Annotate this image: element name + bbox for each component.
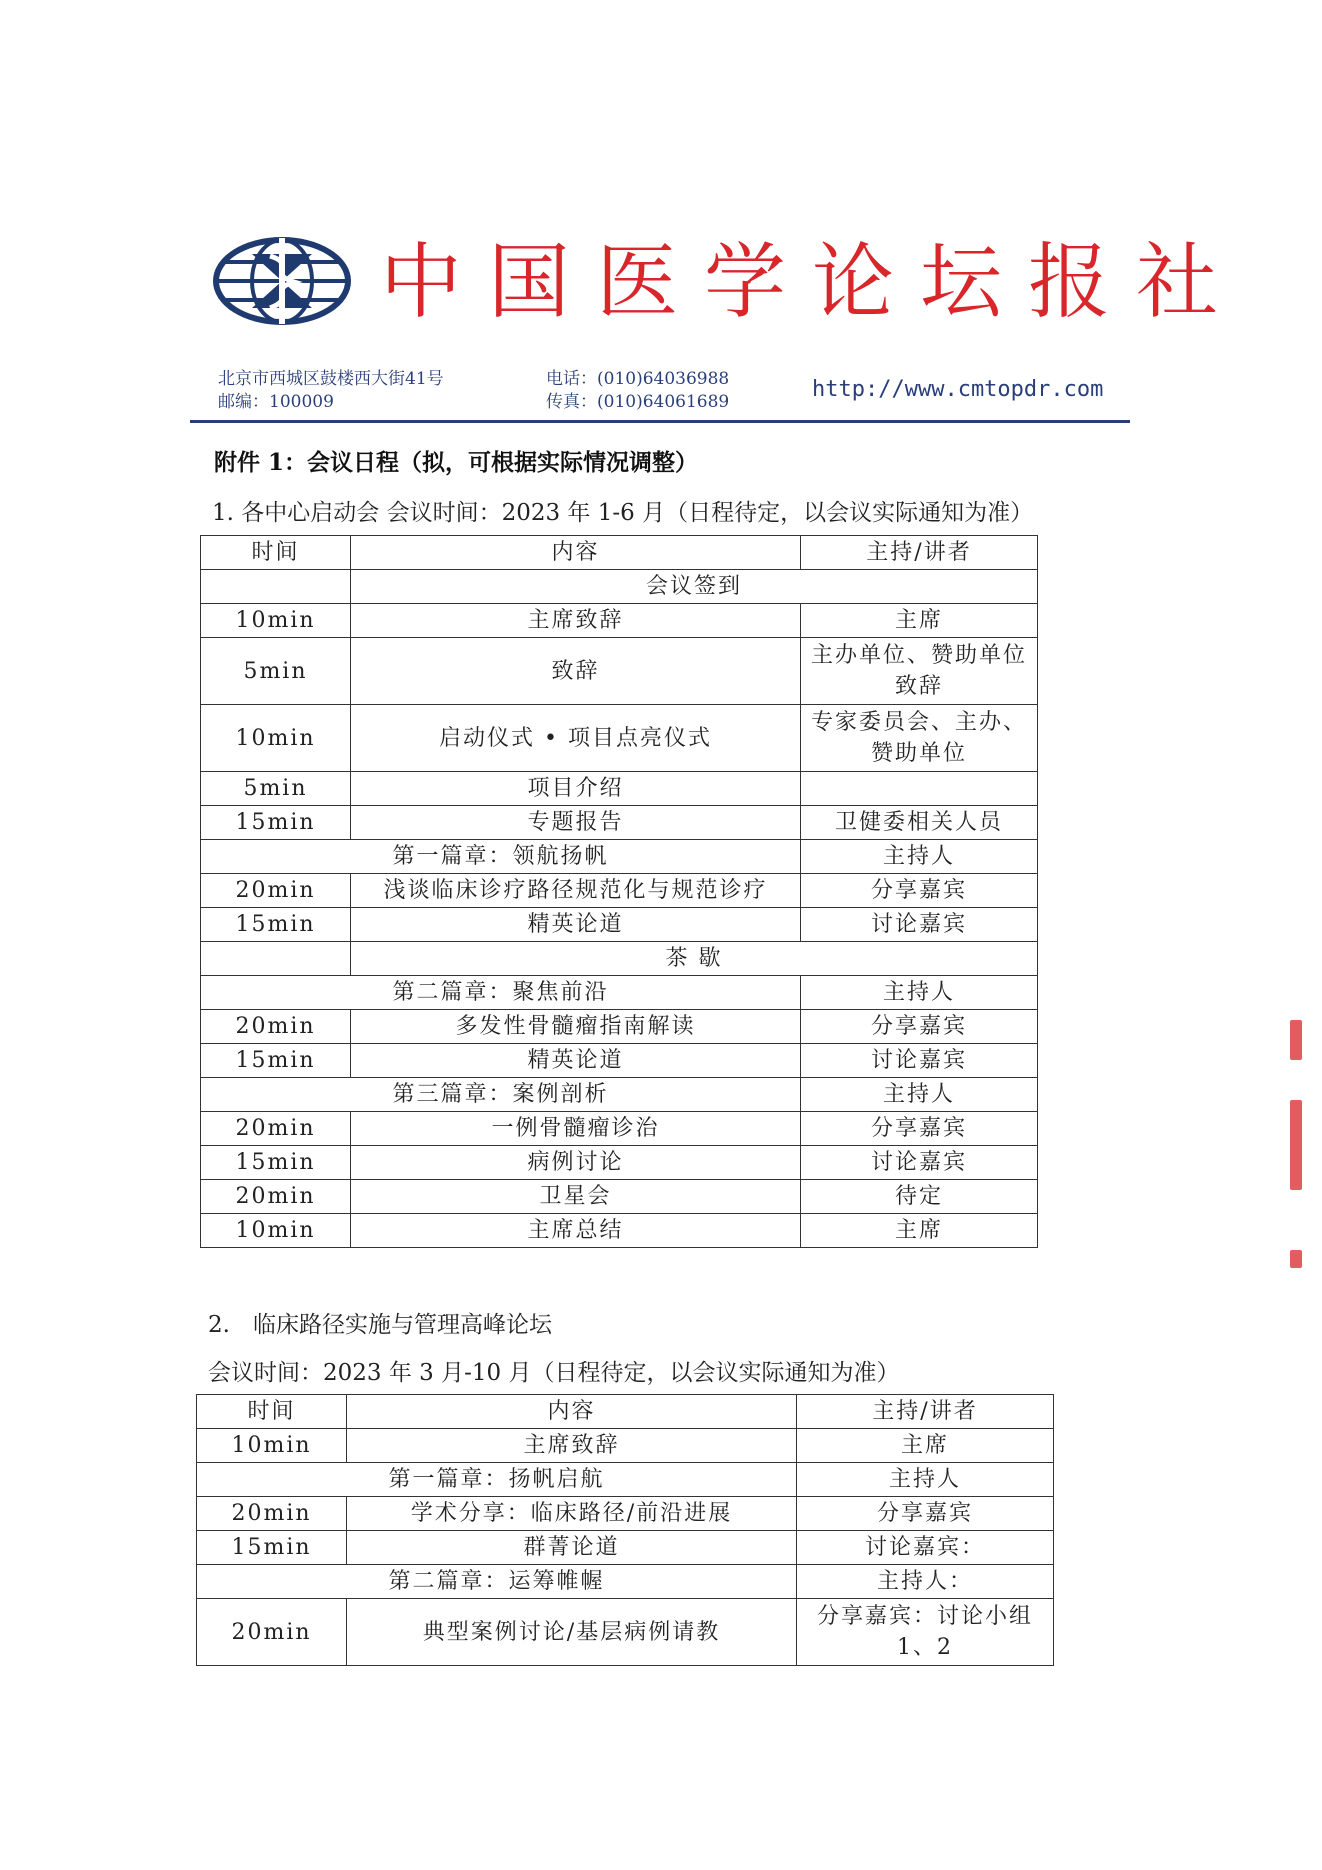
speaker-cell: 主持人: [801, 976, 1038, 1010]
table-row: [201, 1010, 1038, 1044]
speaker-cell: 分享嘉宾: [801, 874, 1038, 908]
time-cell: 20min: [201, 1010, 351, 1044]
agenda-table-2: [196, 1394, 1054, 1666]
speaker-cell: 主席: [801, 604, 1038, 638]
table-row: [197, 1429, 1054, 1463]
red-seal-edge: [1290, 1020, 1302, 1060]
table-row: [201, 840, 1038, 874]
content-cell: 学术分享：临床路径/前沿进展: [347, 1497, 797, 1531]
chapter-cell: 第一篇章：扬帆启航: [197, 1463, 797, 1497]
content-cell: 群菁论道: [347, 1531, 797, 1565]
table-row: [201, 806, 1038, 840]
time-cell: 5min: [201, 772, 351, 806]
speaker-cell: 主办单位、赞助单位致辞: [801, 638, 1038, 705]
speaker-cell: 分享嘉宾: [801, 1112, 1038, 1146]
chapter-cell: 第三篇章：案例剖析: [201, 1078, 801, 1112]
table-row: [201, 1214, 1038, 1248]
table-row: [197, 1463, 1054, 1497]
agenda-table-1: [200, 535, 1038, 1248]
table-row: [201, 1180, 1038, 1214]
time-cell: 20min: [201, 1180, 351, 1214]
content-cell: 主席致辞: [351, 604, 801, 638]
chapter-cell: 第一篇章：领航扬帆: [201, 840, 801, 874]
speaker-cell: 主持人: [801, 1078, 1038, 1112]
speaker-cell: 主席: [797, 1429, 1054, 1463]
table-row: [201, 908, 1038, 942]
chapter-cell: 第二篇章：运筹帷幄: [197, 1565, 797, 1599]
table-row: [197, 1497, 1054, 1531]
speaker-header: 主持/讲者: [801, 536, 1038, 570]
speaker-cell: 待定: [801, 1180, 1038, 1214]
speaker-header: 主持/讲者: [797, 1395, 1054, 1429]
content-cell: 卫星会: [351, 1180, 801, 1214]
table-row: [201, 772, 1038, 806]
content-cell: 主席致辞: [347, 1429, 797, 1463]
content-cell: 浅谈临床诊疗路径规范化与规范诊疗: [351, 874, 801, 908]
table-row: [201, 1146, 1038, 1180]
content-cell: 精英论道: [351, 1044, 801, 1078]
content-cell: 多发性骨髓瘤指南解读: [351, 1010, 801, 1044]
section2-title: 2. 临床路径实施与管理高峰论坛: [208, 1312, 552, 1338]
time-cell: 10min: [197, 1429, 347, 1463]
red-seal-edge: [1290, 1250, 1302, 1268]
address: 北京市西城区鼓楼西大街41号: [218, 369, 444, 389]
attachment-title: 附件 1：会议日程（拟，可根据实际情况调整）: [214, 449, 699, 476]
header-address-block: [218, 368, 444, 414]
content-header: 内容: [351, 536, 801, 570]
speaker-cell: 讨论嘉宾: [801, 908, 1038, 942]
time-cell: 15min: [201, 908, 351, 942]
time-cell: 10min: [201, 1214, 351, 1248]
content-header: 内容: [347, 1395, 797, 1429]
table-row: [201, 874, 1038, 908]
content-cell: 致辞: [351, 638, 801, 705]
phone: 电话：(010)64036988: [546, 369, 730, 389]
empty-cell: [201, 570, 351, 604]
time-cell: 20min: [201, 874, 351, 908]
table-row: [201, 638, 1038, 705]
table-row: [201, 976, 1038, 1010]
speaker-cell: 讨论嘉宾: [801, 1044, 1038, 1078]
red-seal-edge: [1290, 1100, 1302, 1190]
speaker-cell: 主持人: [801, 840, 1038, 874]
table-row: [197, 1599, 1054, 1666]
time-cell: 10min: [201, 604, 351, 638]
table-row: [201, 942, 1038, 976]
content-cell: 茶 歇: [351, 942, 1038, 976]
table-header-row: [197, 1395, 1054, 1429]
content-cell: 病例讨论: [351, 1146, 801, 1180]
speaker-cell: 讨论嘉宾：: [797, 1531, 1054, 1565]
globe-caduceus-logo-icon: [212, 236, 352, 326]
time-header: 时间: [197, 1395, 347, 1429]
content-cell: 会议签到: [351, 570, 1038, 604]
header-divider: [190, 420, 1130, 423]
speaker-cell: 专家委员会、主办、赞助单位: [801, 705, 1038, 772]
time-cell: 20min: [197, 1497, 347, 1531]
time-header: 时间: [201, 536, 351, 570]
table-header-row: [201, 536, 1038, 570]
table-row: [201, 1112, 1038, 1146]
content-cell: 主席总结: [351, 1214, 801, 1248]
speaker-cell: 卫健委相关人员: [801, 806, 1038, 840]
chapter-cell: 第二篇章：聚焦前沿: [201, 976, 801, 1010]
org-name: 中国医学论坛报社: [380, 235, 1245, 330]
speaker-cell: 讨论嘉宾: [801, 1146, 1038, 1180]
table-row: [201, 1078, 1038, 1112]
content-cell: 精英论道: [351, 908, 801, 942]
table-row: [197, 1565, 1054, 1599]
speaker-cell: 分享嘉宾: [801, 1010, 1038, 1044]
speaker-cell: [801, 772, 1038, 806]
website-link[interactable]: http://www.cmtopdr.com: [812, 377, 1104, 402]
section2-time: 会议时间：2023 年 3 月-10 月（日程待定，以会议实际通知为准）: [208, 1360, 900, 1386]
header-contact-block: [546, 368, 729, 414]
content-cell: 启动仪式 • 项目点亮仪式: [351, 705, 801, 772]
time-cell: 15min: [201, 1044, 351, 1078]
postcode: 邮编：100009: [218, 392, 334, 412]
speaker-cell: 分享嘉宾: [797, 1497, 1054, 1531]
time-cell: 15min: [197, 1531, 347, 1565]
table-row: [197, 1531, 1054, 1565]
content-cell: 项目介绍: [351, 772, 801, 806]
table-row: [201, 705, 1038, 772]
speaker-cell: 主持人: [797, 1463, 1054, 1497]
time-cell: 5min: [201, 638, 351, 705]
time-cell: 10min: [201, 705, 351, 772]
table-row: [201, 570, 1038, 604]
content-cell: 一例骨髓瘤诊治: [351, 1112, 801, 1146]
speaker-cell: 分享嘉宾：讨论小组 1、2: [797, 1599, 1054, 1666]
content-cell: 典型案例讨论/基层病例请教: [347, 1599, 797, 1666]
empty-cell: [201, 942, 351, 976]
time-cell: 20min: [201, 1112, 351, 1146]
speaker-cell: 主持人：: [797, 1565, 1054, 1599]
table-row: [201, 1044, 1038, 1078]
content-cell: 专题报告: [351, 806, 801, 840]
table-row: [201, 604, 1038, 638]
section1-title: 1. 各中心启动会 会议时间：2023 年 1-6 月（日程待定，以会议实际通知为准）: [212, 500, 1034, 526]
time-cell: 15min: [201, 806, 351, 840]
time-cell: 15min: [201, 1146, 351, 1180]
fax: 传真：(010)64061689: [546, 392, 730, 412]
speaker-cell: 主席: [801, 1214, 1038, 1248]
time-cell: 20min: [197, 1599, 347, 1666]
